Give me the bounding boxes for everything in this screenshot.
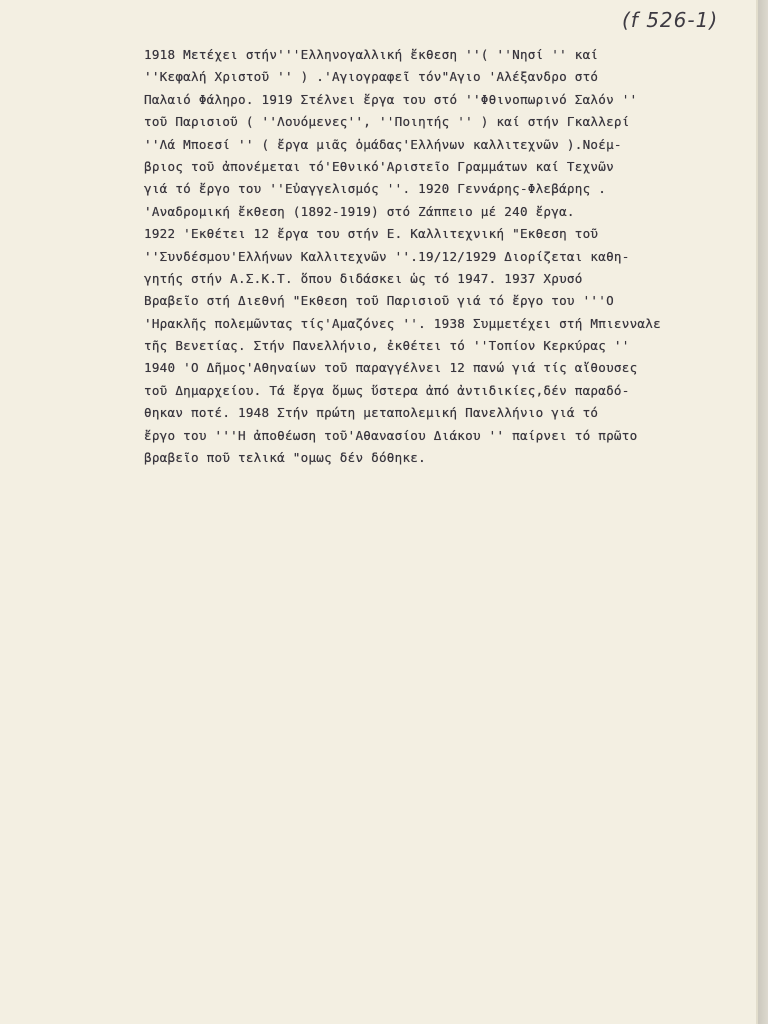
text-line: Παλαιό Φάληρο. 1919 Στέλνει ἔργα του στό ''Φθινοπωρινό Σαλόν '' [144,91,638,107]
text-line: ''Συνδέσμου'Ελλήνων Καλλιτεχνῶν ''.19/12/1929 Διορίζεται καθη- [144,248,630,264]
paper-edge [758,0,768,1024]
text-line: 1918 Μετέχει στήν'''Ελληνογαλλική ἔκθεση ''( ''Νησί '' καί [144,47,599,62]
typewritten-text [144,44,744,469]
text-line: 'Αναδρομική ἔκθεση (1892-1919) στό Ζάππειο μέ 240 ἔργα. [144,203,575,219]
text-line: βραβεῖο ποῦ τελικά "ομως δέν δόθηκε. [144,450,426,466]
archive-reference-note: (f 526-1) [622,8,719,32]
text-line: 'Ηρακλῆς πολεμῶντας τίς'Αμαζόνες ''. 1938 Συμμετέχει στή Μπιενναλε [144,315,661,331]
text-line: ἔργο του '''Η ἀποθέωση τοῦ'Αθανασίου Διάκου '' παίρνει τό πρῶτο [144,427,638,443]
text-line: ''Λά Μποεσί '' ( ἔργα μιᾶς ὁμάδας'Ελλήνων καλλιτεχνῶν ).Νοέμ- [144,136,622,152]
text-line: τοῦ Παρισιοῦ ( ''Λουόμενες'', ''Ποιητής '' ) καί στήν Γκαλλερί [144,114,630,130]
text-line: θηκαν ποτέ. 1948 Στήν πρώτη μεταπολεμική Πανελλήνιο γιά τό [144,405,599,421]
text-line: Βραβεῖο στή Διεθνή "Εκθεση τοῦ Παρισιοῦ γιά τό ἔργο του '''Ο [144,293,614,309]
text-line: βριος τοῦ ἀπονέμεται τό'Εθνικό'Αριστεῖο Γραμμάτων καί Τεχνῶν [144,158,614,174]
text-line: ''Κεφαλή Χριστοῦ '' ) .'Αγιογραφεῖ τόν"Αγιο 'Αλέξανδρο στό [144,69,599,85]
text-line: 1922 'Εκθέτει 12 ἔργα του στήν Ε. Καλλιτεχνική "Εκθεση τοῦ [144,226,599,242]
text-line: τῆς Βενετίας. Στήν Πανελλήνιο, ἐκθέτει τό ''Τοπίον Κερκύρας '' [144,338,630,354]
text-line: γιά τό ἔργο του ''Εὐαγγελισμός ''. 1920 Γεννάρης-Φλεβάρης . [144,181,607,197]
text-line: 1940 'Ο Δῆμος'Αθηναίων τοῦ παραγγέλνει 12 πανώ γιά τίς αἴθουσες [144,360,638,376]
text-line: τοῦ Δημαρχείου. Τά ἔργα ὅμως ὕστερα ἀπό ἀντιδικίες,δέν παραδό- [144,382,630,398]
text-line: γητής στήν Α.Σ.Κ.Τ. ὅπου διδάσκει ὡς τό 1947. 1937 Χρυσό [144,270,583,286]
